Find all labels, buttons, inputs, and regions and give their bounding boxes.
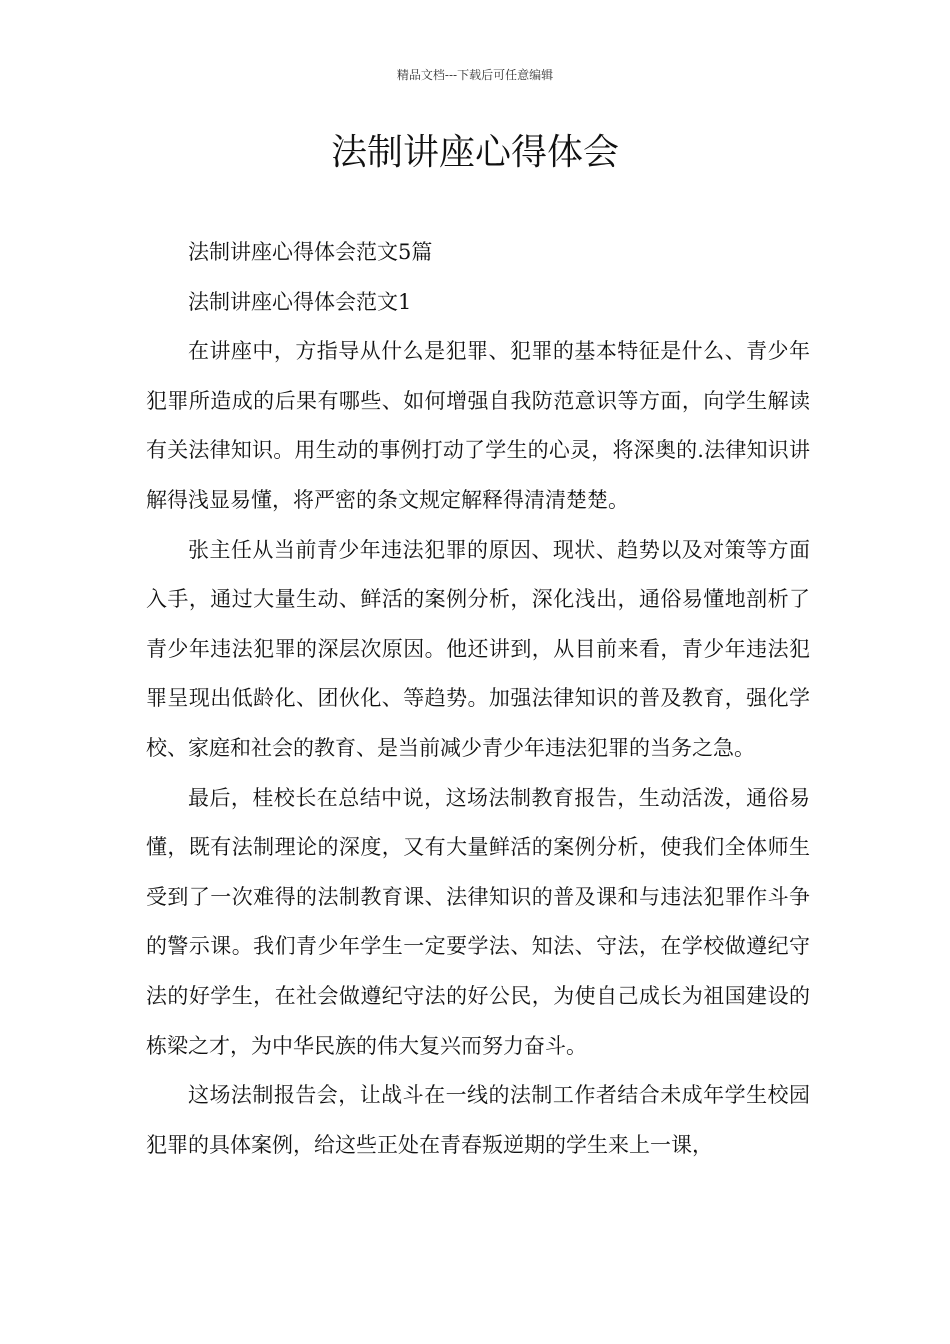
paragraph: 这场法制报告会，让战斗在一线的法制工作者结合未成年学生校园犯罪的具体案例，给这些正处在青春叛逆期的学生来上一课， xyxy=(146,1083,810,1157)
paragraph: 最后，桂校长在总结中说，这场法制教育报告，生动活泼，通俗易懂，既有法制理论的深度，又有大量鲜活的案例分析，使我们全体师生受到了一次难得的法制教育课、法律知识的普及课和与违法犯罪作斗争的警示课。我们青少年学生一定要学法、知法、守法，在学校做遵纪守法的好学生，在社会做遵纪守法的好公民，为使自己成长为祖国建设的栋梁之才，为中华民族的伟大复兴而努力奋斗。 xyxy=(146,785,810,1058)
document-title: 法制讲座心得体会 xyxy=(330,132,619,173)
header-note: 精品文档---下载后可任意编辑 xyxy=(396,68,554,82)
paragraph: 在讲座中，方指导从什么是犯罪、犯罪的基本特征是什么、青少年犯罪所造成的后果有哪些、如何增强自我防范意识等方面，向学生解读有关法律知识。用生动的事例打动了学生的心灵，将深奥的.法律知识讲解得浅显易懂，将严密的条文规定解释得清清楚楚。 xyxy=(146,339,810,512)
paragraph: 张主任从当前青少年违法犯罪的原因、现状、趋势以及对策等方面入手，通过大量生动、鲜活的案例分析，深化浅出，通俗易懂地剖析了青少年违法犯罪的深层次原因。他还讲到，从目前来看，青少年违法犯罪呈现出低龄化、团伙化、等趋势。加强法律知识的普及教育，强化学校、家庭和社会的教育、是当前减少青少年违法犯罪的当务之急。 xyxy=(146,537,810,760)
document-body xyxy=(146,228,810,1170)
section-heading: 法制讲座心得体会范文1 xyxy=(188,289,412,314)
subtitle: 法制讲座心得体会范文5篇 xyxy=(188,240,433,264)
